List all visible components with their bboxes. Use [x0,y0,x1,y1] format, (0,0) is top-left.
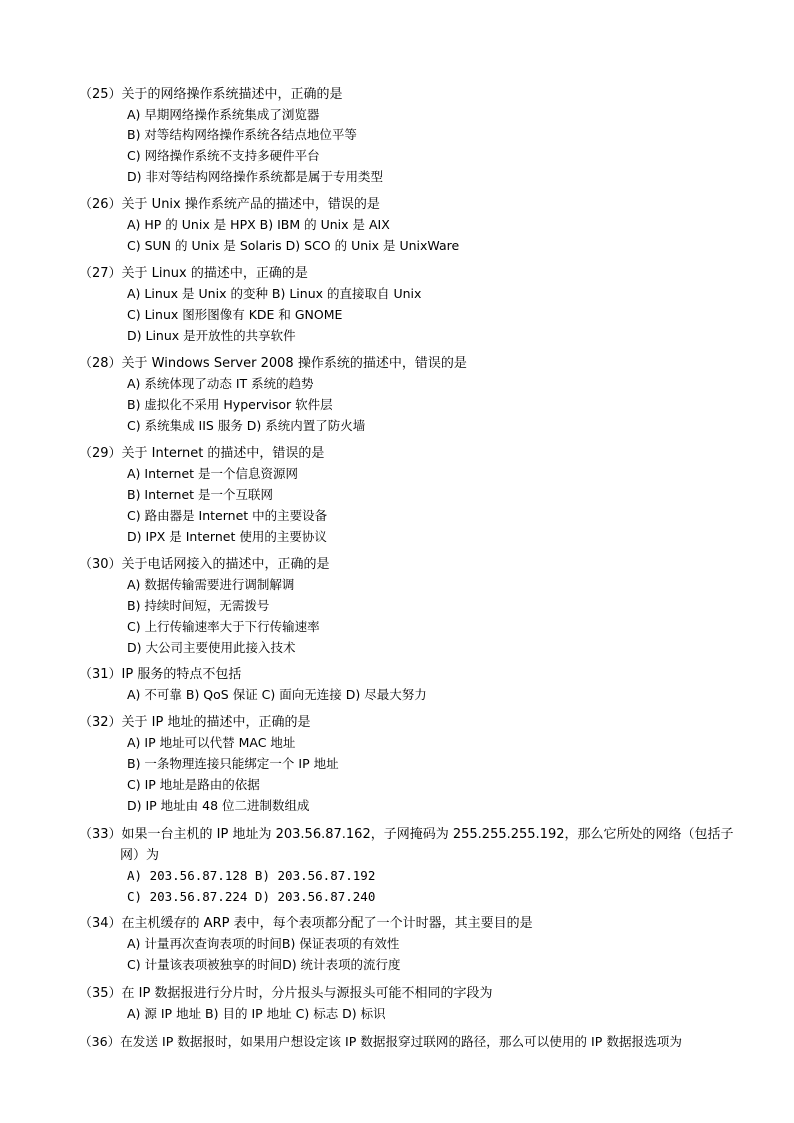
question-34: （34）在主机缓存的 ARP 表中，每个表项都分配了一个计时器，其主要目的是 [79,916,533,931]
option-34-cd: C) 计量该表项被独享的时间D) 统计表项的流行度 [127,957,401,972]
option-34-ab: A) 计量再次查询表项的时间B) 保证表项的有效性 [127,936,400,951]
option-25-d: D) 非对等结构网络操作系统都是属于专用类型 [127,169,383,184]
question-33-continuation: 网）为 [120,848,160,863]
option-31-abcd: A) 不可靠 B) QoS 保证 C) 面向无连接 D) 尽最大努力 [127,687,427,702]
question-27: （27）关于 Linux 的描述中，正确的是 [79,266,308,281]
option-27-ab: A) Linux 是 Unix 的变种 B) Linux 的直接取自 Unix [127,286,422,301]
option-29-a: A) Internet 是一个信息资源网 [127,466,299,481]
question-31: （31）IP 服务的特点不包括 [79,667,242,682]
option-30-a: A) 数据传输需要进行调制解调 [127,577,295,592]
question-33: （33）如果一台主机的 IP 地址为 203.56.87.162，子网掩码为 255.255.255.192，那么它所处的网络（包括子 [79,827,734,842]
option-30-b: B) 持续时间短，无需拨号 [127,598,270,613]
option-30-d: D) 大公司主要使用此接入技术 [127,640,296,655]
question-29: （29）关于 Internet 的描述中，错误的是 [79,446,325,461]
option-29-d: D) IPX 是 Internet 使用的主要协议 [127,529,327,544]
option-25-c: C) 网络操作系统不支持多硬件平台 [127,148,320,163]
option-29-b: B) Internet 是一个互联网 [127,487,274,502]
question-30: （30）关于电话网接入的描述中，正确的是 [79,557,330,572]
option-32-c: C) IP 地址是路由的依据 [127,777,260,792]
option-32-b: B) 一条物理连接只能绑定一个 IP 地址 [127,756,339,771]
option-29-c: C) 路由器是 Internet 中的主要设备 [127,508,328,523]
option-32-a: A) IP 地址可以代替 MAC 地址 [127,735,296,750]
option-28-cd: C) 系统集成 IIS 服务 D) 系统内置了防火墙 [127,418,366,433]
option-25-a: A) 早期网络操作系统集成了浏览器 [127,107,320,122]
question-28: （28）关于 Windows Server 2008 操作系统的描述中，错误的是 [79,356,467,371]
question-35: （35）在 IP 数据报进行分片时，分片报头与源报头可能不相同的字段为 [79,986,493,1001]
option-25-b: B) 对等结构网络操作系统各结点地位平等 [127,127,357,142]
option-27-d: D) Linux 是开放性的共享软件 [127,328,296,343]
option-35-abcd: A) 源 IP 地址 B) 目的 IP 地址 C) 标志 D) 标识 [127,1006,386,1021]
option-28-b: B) 虚拟化不采用 Hypervisor 软件层 [127,397,333,412]
option-26-cd: C) SUN 的 Unix 是 Solaris D) SCO 的 Unix 是 UnixWare [127,238,460,253]
option-26-ab: A) HP 的 Unix 是 HPX B) IBM 的 Unix 是 AIX [127,217,390,232]
option-28-a: A) 系统体现了动态 IT 系统的趋势 [127,376,314,391]
question-32: （32）关于 IP 地址的描述中，正确的是 [79,715,311,730]
option-32-d: D) IP 地址由 48 位二进制数组成 [127,798,310,813]
option-33-cd: C) 203.56.87.224 D) 203.56.87.240 [127,889,376,904]
question-25: （25）关于的网络操作系统描述中，正确的是 [79,87,343,102]
option-30-c: C) 上行传输速率大于下行传输速率 [127,619,320,634]
question-26: （26）关于 Unix 操作系统产品的描述中，错误的是 [79,197,380,212]
question-36: （36）在发送 IP 数据报时，如果用户想设定该 IP 数据报穿过联网的路径，那么可以使用的 IP 数据报选项为 [79,1034,682,1049]
option-33-ab: A) 203.56.87.128 B) 203.56.87.192 [127,868,376,883]
option-27-c: C) Linux 图形图像有 KDE 和 GNOME [127,307,343,322]
